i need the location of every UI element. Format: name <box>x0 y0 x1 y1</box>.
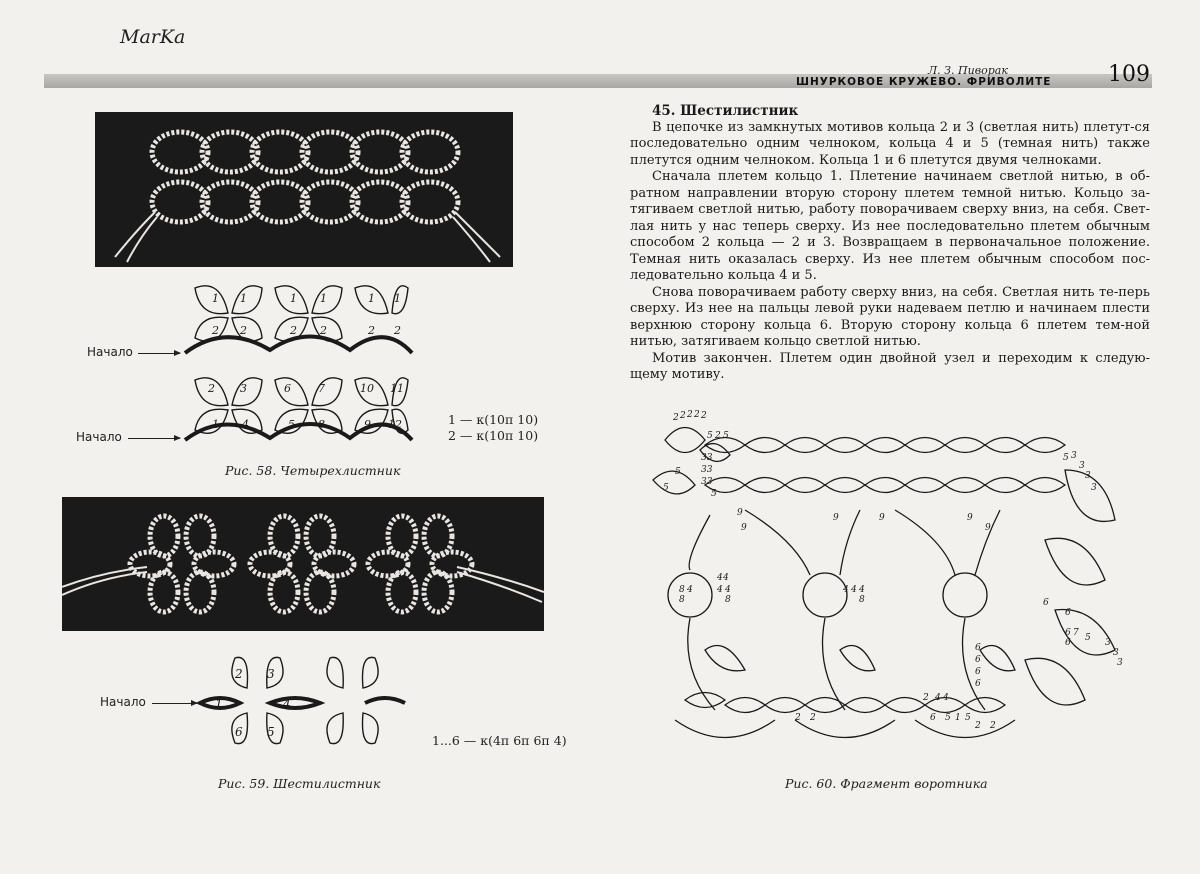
header-author: Л. З. Пиворак <box>928 64 1008 77</box>
collar-label: 8 <box>859 595 865 605</box>
collar-label: 3 <box>1091 483 1097 493</box>
collar-label: 6 <box>975 655 981 665</box>
collar-label: 2 <box>975 721 981 731</box>
ring-number: 1 <box>212 418 219 431</box>
article-paragraph: Сначала плетем кольцо 1. Плетение начинаем светлой нитью, в об-ратном направлении вторую сторону плетем темной нитью. Кольцо за-тягиваем светлой нитью, работу поворачиваем сверху вниз, на себя. Свет-лая нить у нас теперь сверху. Из нее последовательно плетем обычным способом 2 кольца — 2 и 3. Возвращаем в первоначальное положение. Темная нить оказалась сверху. Из нее плетем обычным способом пос-ледовательно кольца 4 и 5. <box>630 169 1150 283</box>
collar-label: 9 <box>879 513 885 523</box>
start-arrow <box>138 353 180 354</box>
collar-label: 5 <box>1063 453 1069 463</box>
ring-number: 2 <box>240 324 247 337</box>
fig58-diagram-top <box>180 278 420 358</box>
ring-number: 11 <box>390 382 404 395</box>
fig60-diagram <box>645 410 1145 765</box>
ring-number: 8 <box>318 418 325 431</box>
collar-label: 6 <box>1065 638 1071 648</box>
collar-label: 9 <box>741 523 747 533</box>
ring-number: 6 <box>235 725 243 739</box>
start-arrow <box>128 438 180 439</box>
collar-label: 4 <box>717 585 723 595</box>
collar-label: 7 <box>1073 628 1079 638</box>
collar-label: 4 <box>943 693 949 703</box>
ring-number: 10 <box>360 382 374 395</box>
collar-label: 2 <box>701 411 707 421</box>
collar-label: 1 <box>955 713 961 723</box>
ring-number: 3 <box>267 667 275 681</box>
ring-number: 1 <box>368 292 375 305</box>
collar-label: 4 <box>723 573 729 583</box>
ring-number: 2 <box>235 667 243 681</box>
fig59-caption: Рис. 59. Шестилистник <box>218 776 381 791</box>
collar-label: 6 <box>1065 628 1071 638</box>
start-label: Начало <box>87 345 133 359</box>
collar-label: 5 <box>663 483 669 493</box>
ring-number: 1 <box>240 292 247 305</box>
ring-number: 2 <box>212 324 219 337</box>
collar-label: 8 <box>679 585 685 595</box>
collar-label: 2 <box>810 713 816 723</box>
article-paragraph: Мотив закончен. Плетем один двойной узел и переходим к следую-щему мотиву. <box>630 350 1150 382</box>
collar-label: 3 <box>1117 658 1123 668</box>
collar-label: 4 <box>843 585 849 595</box>
collar-label: 4 <box>725 585 731 595</box>
fig59-legend: 1...6 — к(4п 6п 6п 4) <box>432 733 567 748</box>
collar-label: 2 <box>795 713 801 723</box>
collar-label: 2 <box>673 413 679 423</box>
ring-number: 5 <box>288 418 295 431</box>
collar-label: 33 <box>701 453 713 463</box>
fig59-diagram <box>195 648 415 758</box>
collar-label: 2 <box>694 410 700 420</box>
ring-number: 3 <box>240 382 247 395</box>
ring-number: 4 <box>242 418 249 431</box>
collar-label: 9 <box>833 513 839 523</box>
collar-label: 5 <box>1085 633 1091 643</box>
header-title: ШНУРКОВОЕ КРУЖЕВО. ФРИВОЛИТЕ <box>796 76 1052 88</box>
collar-label: 3 <box>1085 471 1091 481</box>
collar-label: 4 <box>717 573 723 583</box>
collar-label: 5 <box>723 431 729 441</box>
collar-label: 4 <box>851 585 857 595</box>
ring-number: 1 <box>394 292 401 305</box>
collar-label: 3 <box>1105 638 1111 648</box>
ring-number: 5 <box>267 725 275 739</box>
ring-number: 12 <box>388 418 402 431</box>
ring-number: 1 <box>215 697 223 711</box>
collar-label: 9 <box>967 513 973 523</box>
watermark: MarKa <box>120 26 186 48</box>
ring-number: 1 <box>320 292 327 305</box>
ring-number: 2 <box>368 324 375 337</box>
collar-label: 9 <box>737 508 743 518</box>
collar-label: 33 <box>701 465 713 475</box>
collar-label: 6 <box>975 679 981 689</box>
fig58-photo <box>95 112 513 267</box>
fig59-photo <box>62 497 544 631</box>
ring-number: 2 <box>290 324 297 337</box>
collar-label: 2 <box>990 721 996 731</box>
collar-label: 3 <box>1079 461 1085 471</box>
collar-label: 8 <box>725 595 731 605</box>
ring-number: 7 <box>318 382 325 395</box>
fig58-legend <box>448 412 538 444</box>
legend-line: 2 — к(10п 10) <box>448 428 539 443</box>
ring-number: 6 <box>284 382 291 395</box>
start-arrow <box>152 703 197 704</box>
fig60-caption: Рис. 60. Фрагмент воротника <box>785 776 988 791</box>
collar-label: 3 <box>1113 648 1119 658</box>
article-heading: 45. Шестилистник <box>652 103 799 119</box>
collar-label: 2 <box>687 410 693 420</box>
collar-label: 8 <box>679 595 685 605</box>
collar-label: 5 <box>707 431 713 441</box>
collar-label: 4 <box>687 585 693 595</box>
start-label: Начало <box>100 695 146 709</box>
collar-label: 6 <box>1065 608 1071 618</box>
collar-label: 9 <box>985 523 991 533</box>
collar-label: 6 <box>975 667 981 677</box>
collar-label: 2 <box>923 693 929 703</box>
ring-number: 2 <box>208 382 215 395</box>
page-number: 109 <box>1108 62 1150 87</box>
legend-line: 1 — к(10п 10) <box>448 412 539 427</box>
fig58-diagram-bottom <box>180 370 420 450</box>
ring-number: 1 <box>212 292 219 305</box>
article-paragraph: Снова поворачиваем работу сверху вниз, на себя. Светлая нить те-перь сверху. Из нее на пальцы левой руки надеваем петлю и начинаем плести верхнюю сторону кольца 6. Вторую сторону кольца 6 плетем тем-ной нитью, затягиваем кольцо светлой нитью. <box>630 284 1150 349</box>
collar-label: 4 <box>935 693 941 703</box>
collar-label: 33 <box>701 477 713 487</box>
article-paragraph: В цепочке из замкнутых мотивов кольца 2 и 3 (светлая нить) плетут-ся последовательно одним челноком, кольца 4 и 5 (темная нить) также плетутся одним челноком. Кольца 1 и 6 плетутся двумя челноками. <box>630 119 1150 168</box>
collar-label: 5 <box>711 489 717 499</box>
start-label: Начало <box>76 430 122 444</box>
collar-label: 6 <box>930 713 936 723</box>
collar-label: 2 <box>715 431 721 441</box>
collar-label: 6 <box>1043 598 1049 608</box>
collar-label: 5 <box>945 713 951 723</box>
collar-label: 3 <box>1071 451 1077 461</box>
collar-label: 2 <box>680 411 686 421</box>
ring-number: 4 <box>283 697 291 711</box>
ring-number: 9 <box>364 418 371 431</box>
ring-number: 2 <box>394 324 401 337</box>
collar-label: 6 <box>975 643 981 653</box>
ring-number: 1 <box>290 292 297 305</box>
collar-label: 5 <box>965 713 971 723</box>
ring-number: 2 <box>320 324 327 337</box>
collar-label: 5 <box>675 467 681 477</box>
article <box>630 103 1150 384</box>
collar-label: 4 <box>859 585 865 595</box>
fig58-caption: Рис. 58. Четырехлистник <box>225 463 401 478</box>
